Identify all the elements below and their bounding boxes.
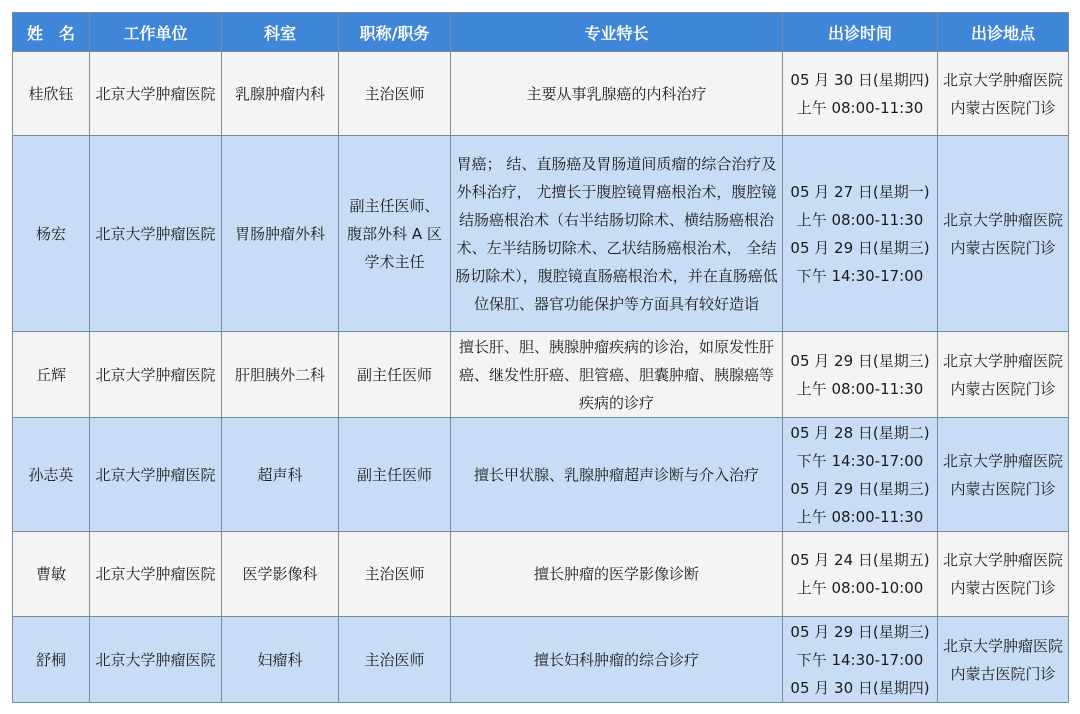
time-line: 上午 08:00-10:00 bbox=[796, 579, 924, 597]
work-unit: 北京大学肿瘤医院 bbox=[90, 136, 222, 332]
time-line: 上午 08:00-11:30 bbox=[796, 210, 924, 229]
doctor-name: 杨宏 bbox=[13, 136, 90, 332]
department: 肝胆胰外二科 bbox=[222, 332, 339, 418]
clinic-location: 北京大学肿瘤医院内蒙古医院门诊 bbox=[938, 617, 1069, 703]
work-unit: 北京大学肿瘤医院 bbox=[90, 52, 222, 136]
work-unit: 北京大学肿瘤医院 bbox=[90, 418, 222, 532]
time-line: 05 月 29 日(星期三) bbox=[790, 479, 930, 498]
clinic-location: 北京大学肿瘤医院内蒙古医院门诊 bbox=[938, 532, 1069, 617]
header-specialty: 专业特长 bbox=[451, 13, 783, 52]
department: 超声科 bbox=[222, 418, 339, 532]
header-time: 出诊时间 bbox=[783, 13, 938, 52]
department: 妇瘤科 bbox=[222, 617, 339, 703]
specialty: 胃癌； 结、直肠癌及胃肠道间质瘤的综合治疗及外科治疗， 尤擅长于腹腔镜胃癌根治术，腹腔镜结肠癌根治术（右半结肠切除术、横结肠癌根治术、左半结肠切除术、乙状结肠癌根治术， 全结肠切除术），腹腔镜直肠癌根治术，并在直肠癌低位保肛、器官功能保护等方面具有较好造诣 bbox=[451, 136, 783, 332]
time-line: 05 月 29 日(星期三) bbox=[790, 351, 930, 370]
table-row bbox=[13, 418, 1069, 532]
work-unit: 北京大学肿瘤医院 bbox=[90, 617, 222, 703]
clinic-location: 北京大学肿瘤医院内蒙古医院门诊 bbox=[938, 332, 1069, 418]
job-title: 副主任医师 bbox=[339, 332, 451, 418]
doctor-schedule-table bbox=[12, 12, 1069, 703]
doctor-name: 丘辉 bbox=[13, 332, 90, 418]
table-row bbox=[13, 332, 1069, 418]
specialty: 擅长甲状腺、乳腺肿瘤超声诊断与介入治疗 bbox=[451, 418, 783, 532]
clinic-time bbox=[783, 418, 938, 532]
clinic-time bbox=[783, 136, 938, 332]
doctor-name: 舒桐 bbox=[13, 617, 90, 703]
time-line: 上午 08:00-11:30 bbox=[796, 379, 924, 398]
specialty: 擅长肿瘤的医学影像诊断 bbox=[451, 532, 783, 617]
work-unit: 北京大学肿瘤医院 bbox=[90, 532, 222, 617]
specialty: 擅长妇科肿瘤的综合诊疗 bbox=[451, 617, 783, 703]
header-row bbox=[13, 13, 1069, 52]
time-line: 05 月 28 日(星期二) bbox=[790, 423, 930, 442]
clinic-time bbox=[783, 52, 938, 136]
job-title: 主治医师 bbox=[339, 617, 451, 703]
doctor-name: 桂欣钰 bbox=[13, 52, 90, 136]
table-row bbox=[13, 617, 1069, 703]
time-line: 上午 08:00-11:30 bbox=[796, 98, 924, 117]
clinic-location: 北京大学肿瘤医院内蒙古医院门诊 bbox=[938, 52, 1069, 136]
table-row bbox=[13, 136, 1069, 332]
time-line: 下午 14:30-17:00 bbox=[796, 650, 924, 669]
department: 乳腺肿瘤内科 bbox=[222, 52, 339, 136]
job-title: 主治医师 bbox=[339, 52, 451, 136]
time-line: 05 月 24 日(星期五) bbox=[790, 551, 930, 569]
time-line: 上午 08:00-11:30 bbox=[796, 507, 924, 526]
time-line: 05 月 30 日(星期四) bbox=[790, 70, 930, 89]
time-line: 05 月 27 日(星期一) bbox=[790, 182, 930, 201]
table-row bbox=[13, 532, 1069, 617]
job-title: 副主任医师 bbox=[339, 418, 451, 532]
header-unit: 工作单位 bbox=[90, 13, 222, 52]
time-line: 05 月 29 日(星期三) bbox=[790, 622, 930, 641]
specialty: 主要从事乳腺癌的内科治疗 bbox=[451, 52, 783, 136]
specialty: 擅长肝、胆、胰腺肿瘤疾病的诊治，如原发性肝癌、继发性肝癌、胆管癌、胆囊肿瘤、胰腺癌等疾病的诊疗 bbox=[451, 332, 783, 418]
time-line: 下午 14:30-17:00 bbox=[796, 266, 924, 285]
header-title: 职称/职务 bbox=[339, 13, 451, 52]
clinic-time bbox=[783, 332, 938, 418]
clinic-time bbox=[783, 617, 938, 703]
clinic-location: 北京大学肿瘤医院内蒙古医院门诊 bbox=[938, 136, 1069, 332]
department: 胃肠肿瘤外科 bbox=[222, 136, 339, 332]
header-name: 姓 名 bbox=[13, 13, 90, 52]
clinic-time bbox=[783, 532, 938, 617]
time-line: 05 月 29 日(星期三) bbox=[790, 238, 930, 257]
header-dept: 科室 bbox=[222, 13, 339, 52]
job-title: 主治医师 bbox=[339, 532, 451, 617]
doctor-name: 孙志英 bbox=[13, 418, 90, 532]
department: 医学影像科 bbox=[222, 532, 339, 617]
work-unit: 北京大学肿瘤医院 bbox=[90, 332, 222, 418]
time-line: 05 月 30 日(星期四) bbox=[790, 678, 930, 697]
time-line: 下午 14:30-17:00 bbox=[796, 451, 924, 470]
doctor-name: 曹敏 bbox=[13, 532, 90, 617]
header-location: 出诊地点 bbox=[938, 13, 1069, 52]
job-title: 副主任医师、腹部外科 A 区学术主任 bbox=[339, 136, 451, 332]
table-row bbox=[13, 52, 1069, 136]
clinic-location: 北京大学肿瘤医院内蒙古医院门诊 bbox=[938, 418, 1069, 532]
